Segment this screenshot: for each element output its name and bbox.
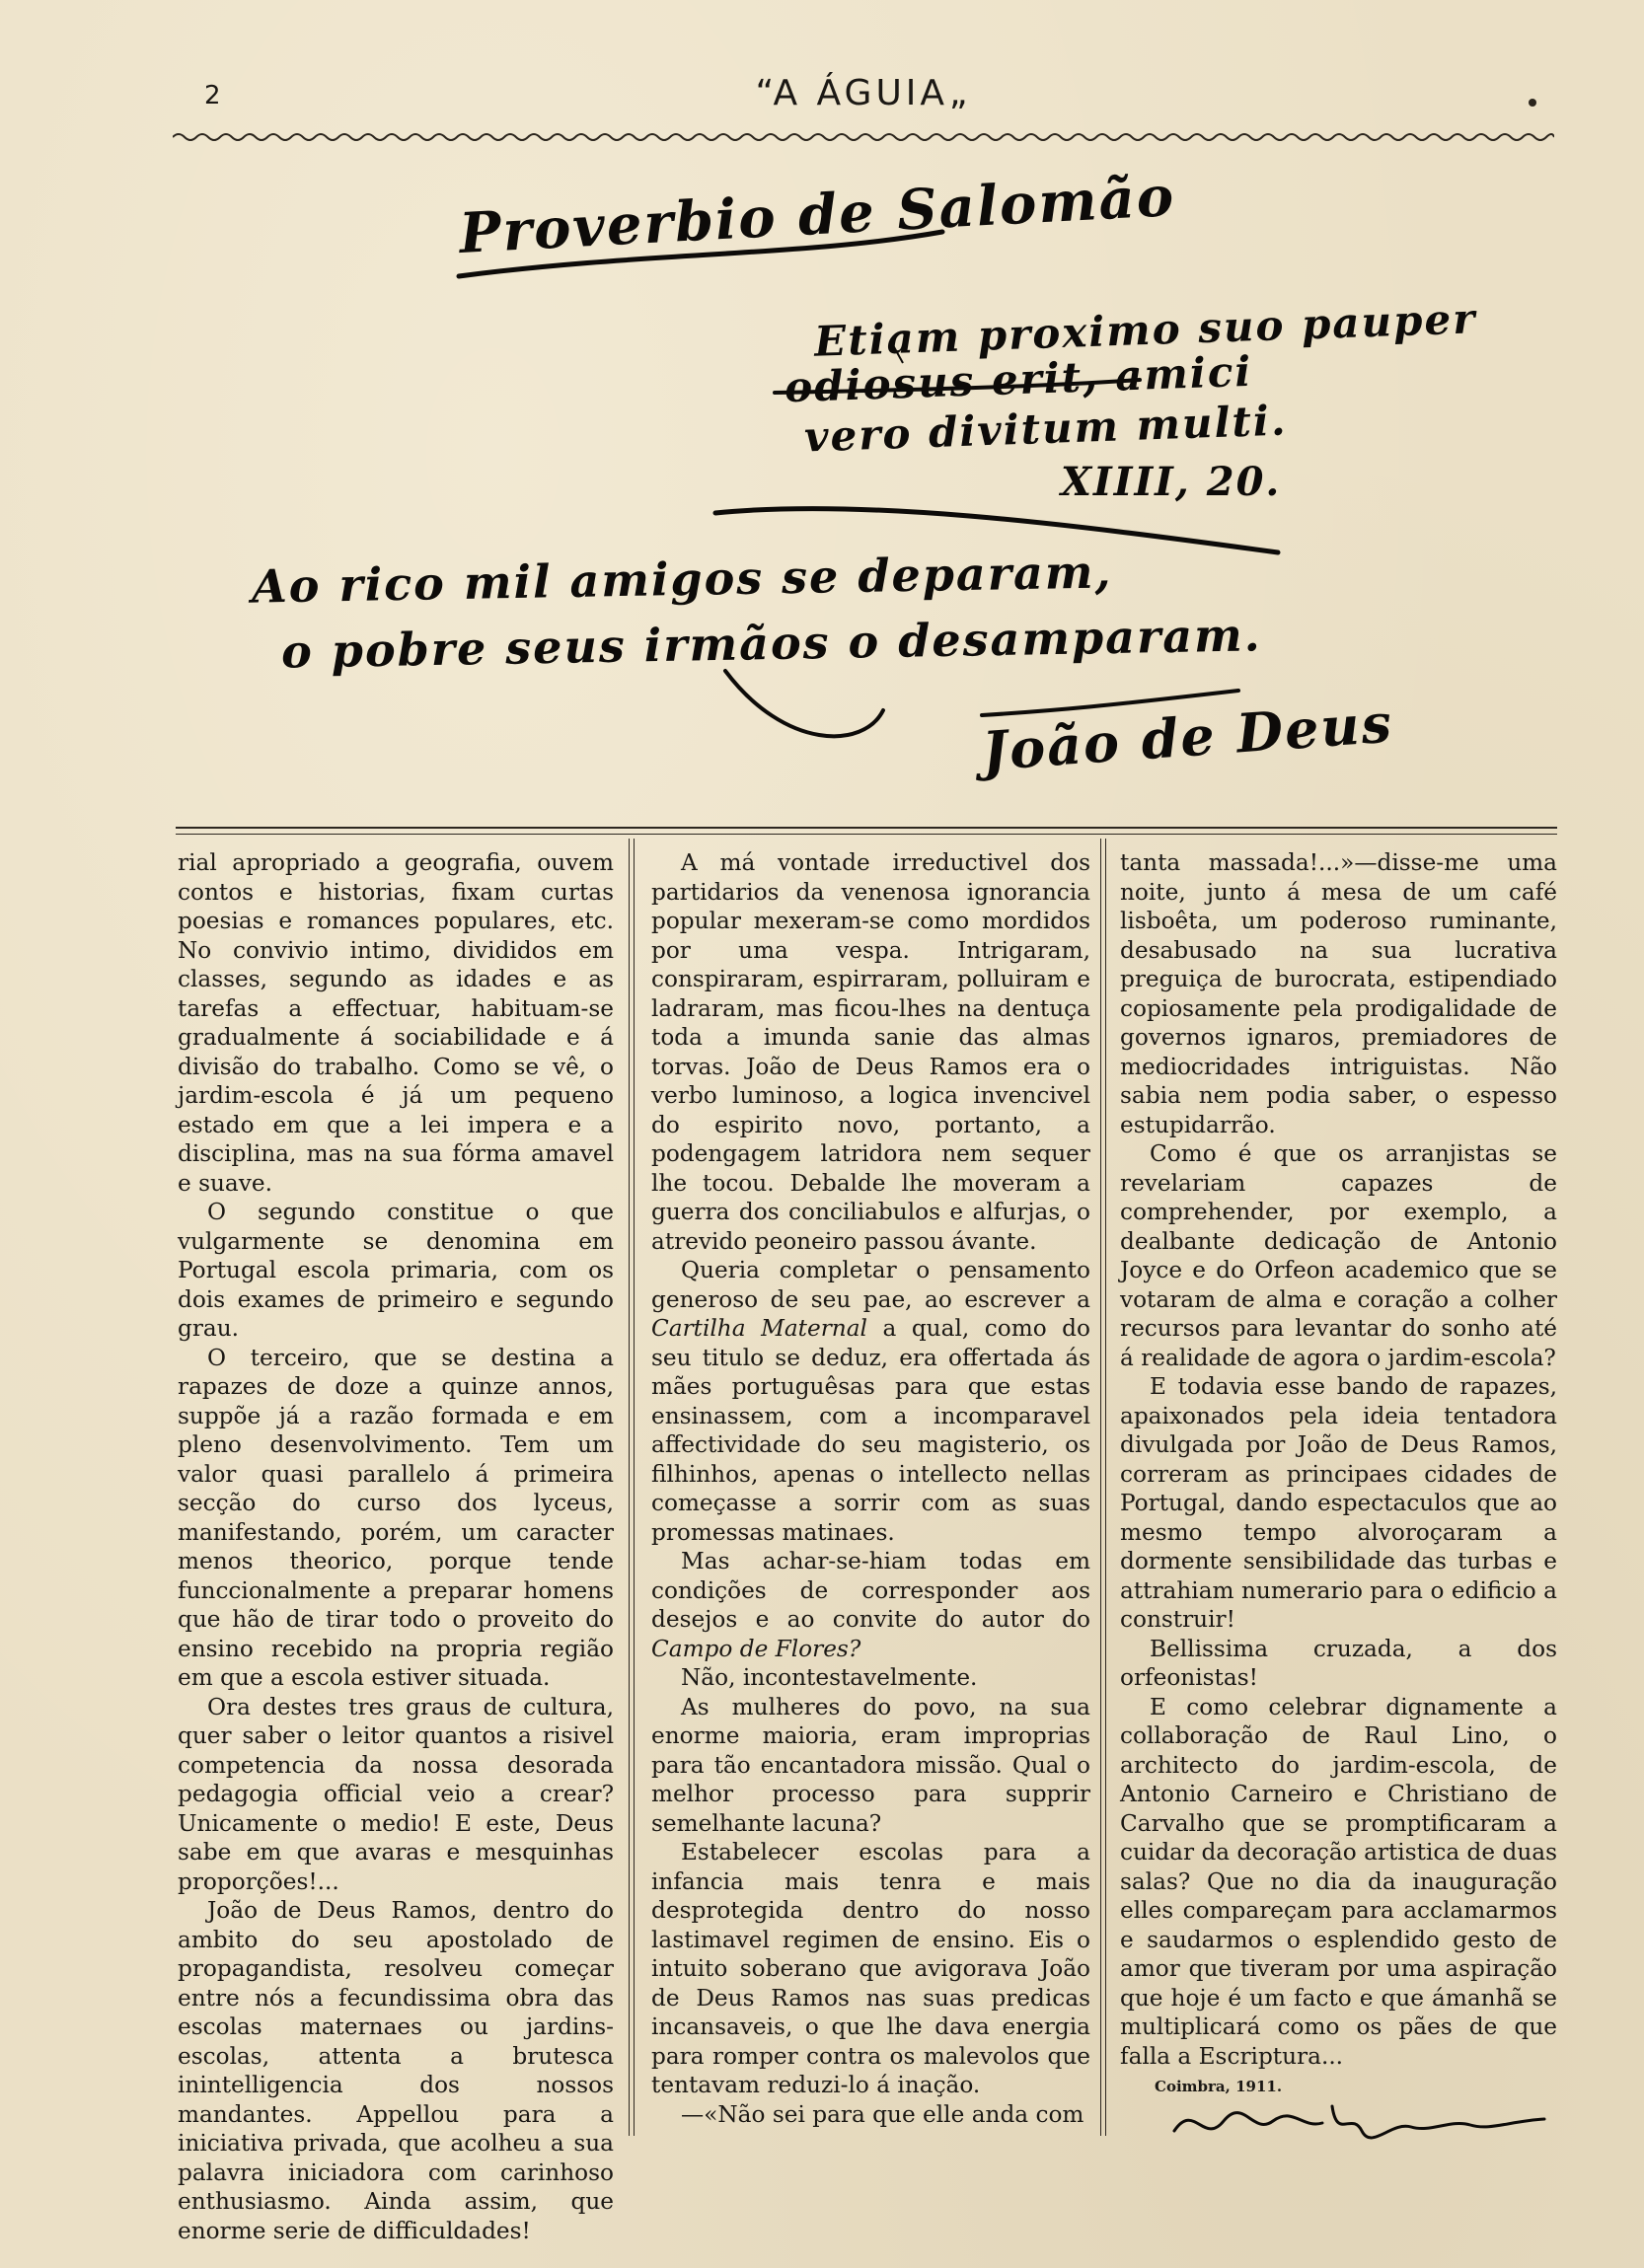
paragraph: E todavia esse bando de rapazes, apaixonados pela ideia tentadora divulgada por João de Deus Ramos, correram as principaes cidades de Portugal, dando espectaculos que ao mesmo tempo alvoroçaram a dormente sensibilidade das turbas e attrahiam numerario para o edificio a construir! [1120,1373,1557,1633]
column-separator-2 [1100,839,1106,2136]
paragraph: O terceiro, que se destina a rapazes de doze a quinze annos, suppõe já a razão formada e em pleno desenvolvimento. Tem um valor quasi parallelo á primeira secção do curso dos lyceus, manifestando, porém, um caracter menos theorico, porque tende funccionalmente a preparar homens que hão de tirar todo o proveito do ensino recebido na propria região em que a escola estiver situada. [178,1344,614,1691]
book-title-cartilha: Cartilha Maternal [651,1315,867,1342]
handwritten-manuscript [173,158,1554,809]
paragraph: Como é que os arranjistas se revelariam capazes de comprehender, por exemplo, a dealbante dedicação de Antonio Joyce e do Orfeon academico que se votaram de alma e coração a colher recursos para levantar do sonho até á realidade de agora o jardim-escola? [1120,1140,1557,1371]
columns-top-rule [176,827,1557,835]
article-column-3 [1120,848,1557,2096]
paragraph: Não, incontestavelmente. [681,1664,978,1691]
column-separator-1 [629,839,635,2136]
page-number: 2 [204,81,221,110]
manuscript-portuguese-line-2: o pobre seus irmãos o desamparam. [280,608,1263,679]
paragraph: —«Não sei para que elle anda com [681,2100,1084,2128]
paragraph [651,1547,1090,1663]
manuscript-author-signature: João de Deus [980,691,1395,783]
paragraph: João de Deus Ramos, dentro do ambito do seu apostolado de propagandista, resolveu começar entre nós a fecundissima obra das escolas maternaes ou jardins-escolas, attenta a brutesca inintelligencia dos nossos mandantes. Appellou para a iniciativa privada, que acolheu a sua palavra iniciadora com carinhoso enthusiasmo. Ainda assim, que enorme serie de difficuldades! [178,1897,614,2244]
paragraph: Ora destes tres graus de cultura, quer saber o leitor quantos a risivel competencia da nossa desorada pedagogia official veio a crear? Unicamente o medio! E este, Deus sabe em que avaras e mesquinhas proporções!... [178,1693,614,1895]
wavy-header-rule [173,128,1554,146]
paragraph-text: Mas achar-se-hiam todas em condições de corresponder aos desejos e ao convite do autor do [651,1548,1090,1633]
paragraph-text: Queria completar o pensamento generoso de seu pae, ao escrever a [651,1257,1090,1313]
article-column-2 [651,848,1090,2129]
manuscript-title: Proverbio de Salomão [457,164,1177,266]
manuscript-latin-line-1: Etiam proximo suo pauper [813,294,1478,366]
paragraph: As mulheres do povo, na sua enorme maioria, eram improprias para tão encantadora missão. Qual o melhor processo para supprir semelhante lacuna? [651,1693,1090,1837]
ornament-dot [1529,99,1536,107]
paragraph: tanta massada!...»—disse-me uma noite, junto á mesa de um café lisboêta, um poderoso ruminante, desabusado na sua lucrativa preguiça de burocrata, estipendiado copiosamente pela prodigalidade de governos ignaros, premiadores de mediocridades intriguistas. Não sabia nem podia saber, o espesso estupidarrão. [1120,849,1557,1138]
article-signature [1164,2091,1559,2151]
book-title-campo-de-flores: Campo de Flores? [651,1635,861,1662]
paragraph [651,1256,1090,1547]
paragraph: Bellissima cruzada, a dos orfeonistas! [1120,1635,1557,1691]
paragraph: O segundo constitue o que vulgarmente se denomina em Portugal escola primaria, com os dois exames de primeiro e segundo grau. [178,1199,614,1342]
paragraph: E como celebrar dignamente a collaboração de Raul Lino, o architecto do jardim-escola, de Antonio Carneiro e Christiano de Carvalho que se promptificaram a cuidar da decoração artistica de duas salas? Que no dia da inauguração elles compareçam para acclamarmos e saudarmos o esplendido gesto de amor que tiveram por uma aspiração que hoje é um facto e que ámanhã se multiplicará como os pães de que falla a Escriptura... [1120,1693,1557,2070]
manuscript-latin-line-3: vero divitum multi. [803,396,1289,462]
place-date-signoff: Coimbra, 1911. [1155,2078,1283,2095]
paragraph: rial apropriado a geografia, ouvem contos e historias, fixam curtas poesias e romances populares, etc. No convivio intimo, divididos em classes, segundo as idades e as tarefas a effectuar, habituam-se gradualmente á sociabilidade e á divisão do trabalho. Como se vê, o jardim-escola é já um pequeno estado em que a lei impera e a disciplina, mas na sua fórma amavel e suave. [178,849,614,1197]
paragraph: Estabelecer escolas para a infancia mais tenra e mais desprotegida dentro do nosso lastimavel regimen de ensino. Eis o intuito soberano que avigorava João de Deus Ramos nas suas predicas incansaveis, o que lhe dava energia para romper contra os malevolos que tentavam reduzi-lo á inação. [651,1839,1090,2098]
page-header [173,69,1554,138]
manuscript-portuguese-line-1: Ao rico mil amigos se deparam, [251,545,1113,614]
paragraph: A má vontade irreductivel dos partidarios da venenosa ignorancia popular mexeram-se como mordidos por uma vespa. Intrigaram, conspiraram, espirraram, polluiram e ladraram, mas ficou-lhes na dentuça toda a imunda sanie das almas torvas. João de Deus Ramos era o verbo luminoso, a logica invencivel do espirito novo, portanto, a podengagem latridora nem sequer lhe tocou. Debalde lhe moveram a guerra dos conciliabulos e alfurjas, o atrevido peoneiro passou ávante. [651,849,1090,1255]
article-column-1 [178,848,614,2245]
journal-title: “A ÁGUIA„ [755,73,972,113]
paragraph-text: a qual, como do seu titulo se deduz, era offertada ás mães portuguêsas para que estas ensinassem, com a incomparavel affectividade do seu magisterio, os filhinhos, apenas o intellecto nellas começasse a sorrir com as suas promessas matinaes. [651,1315,1090,1546]
manuscript-latin-reference: XIIII, 20. [1061,459,1282,505]
manuscript-latin-line-2: odiosus erit, amici [784,346,1254,412]
